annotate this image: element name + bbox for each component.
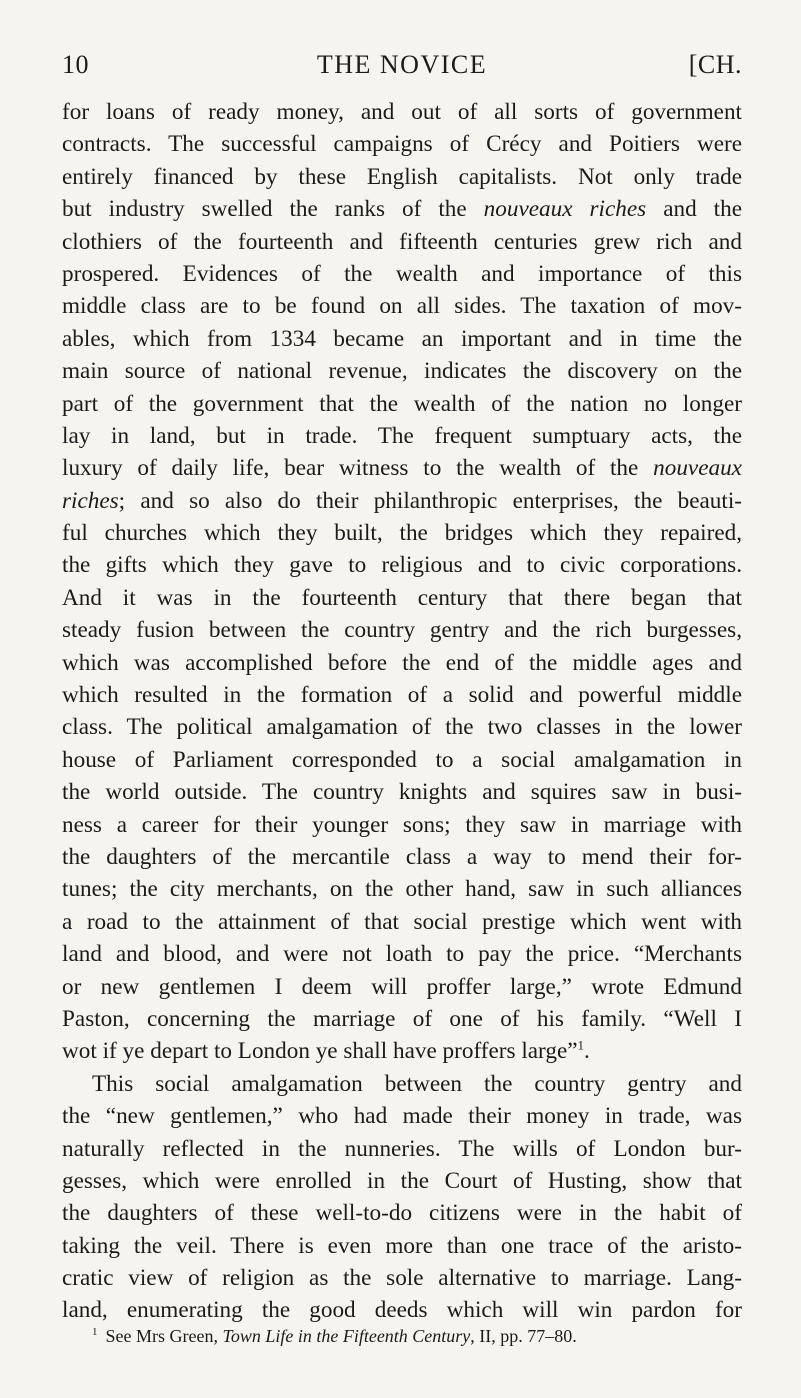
text-line (62, 711, 742, 743)
body-text (62, 96, 742, 1327)
text-line (62, 388, 742, 420)
text-line (62, 1197, 742, 1229)
text-line (62, 647, 742, 679)
text-line (62, 323, 742, 355)
text-run: tunes; the city merchants, on the other hand, saw in such alliances (62, 876, 742, 903)
text-line (62, 1262, 742, 1294)
text-run: taking the veil. There is even more than one trace of the aristo- (62, 1232, 742, 1259)
text-line (62, 96, 742, 128)
text-run: ness a career for their younger sons; they saw in marriage with (62, 811, 742, 838)
text-run: the daughters of the mercantile class a way to mend their for- (62, 843, 742, 870)
text-line (62, 776, 742, 808)
text-run: land, enumerating the good deeds which will win pardon for (62, 1297, 742, 1324)
text-line (62, 161, 742, 193)
text-run: wot if ye depart to London ye shall have proffers large” (62, 1038, 578, 1065)
text-run: a road to the attainment of that social prestige which went with (62, 908, 742, 935)
text-line (62, 1230, 742, 1262)
text-line (62, 1003, 742, 1035)
footnote-text-before: See Mrs Green, (105, 1326, 223, 1346)
text-run: part of the government that the wealth of the nation no longer (62, 390, 742, 417)
text-run: contracts. The successful campaigns of Crécy and Poitiers were (62, 131, 742, 158)
text-run: main source of national revenue, indicates the discovery on the (62, 358, 742, 385)
chapter-marker: [CH. (688, 50, 742, 79)
text-run: Paston, concerning the marriage of one of his family. “Well I (62, 1005, 742, 1032)
text-run: ful churches which they built, the bridges which they repaired, (62, 520, 742, 547)
running-title: THE NOVICE (316, 50, 488, 79)
text-line (62, 841, 742, 873)
italic-phrase: riches (62, 487, 119, 514)
italic-phrase: nouveaux (653, 455, 742, 482)
text-run: the world outside. The country knights and squires saw in busi- (62, 779, 742, 806)
text-line (62, 1100, 742, 1132)
footnote-cited-title: Town Life in the Fifteenth Century (222, 1326, 471, 1346)
page-number: 10 (62, 50, 89, 79)
text-line (62, 517, 742, 549)
text-line (62, 971, 742, 1003)
text-run: cratic view of religion as the sole alternative to marriage. Lang- (62, 1265, 742, 1292)
text-line (62, 1035, 742, 1067)
text-run: ; and so also do their philanthropic enterprises, the beauti- (118, 487, 742, 514)
text-line (62, 809, 742, 841)
text-line (62, 582, 742, 614)
text-line (62, 549, 742, 581)
text-run: . (584, 1038, 590, 1065)
text-line (62, 485, 742, 517)
text-line (62, 744, 742, 776)
text-line (62, 1165, 742, 1197)
text-run: or new gentlemen I deem will proffer large,” wrote Edmund (62, 973, 742, 1000)
text-line (62, 938, 742, 970)
text-run: This social amalgamation between the country gentry and (92, 1070, 742, 1097)
text-line (62, 355, 742, 387)
text-run: naturally reflected in the nunneries. The wills of London bur- (62, 1135, 742, 1162)
text-line (62, 452, 742, 484)
text-line (62, 1133, 742, 1165)
text-line (62, 1294, 742, 1326)
text-run: the daughters of these well-to-do citizens were in the habit of (62, 1200, 742, 1227)
text-line (62, 1068, 742, 1100)
text-line (62, 614, 742, 646)
text-run: ables, which from 1334 became an important and in time the (62, 325, 742, 352)
text-line (62, 679, 742, 711)
footnote (92, 1324, 752, 1348)
text-run: class. The political amalgamation of the two classes in the lower (62, 714, 742, 741)
text-run: lay in land, but in trade. The frequent sumptuary acts, the (62, 422, 742, 449)
running-header (62, 50, 742, 84)
text-run: for loans of ready money, and out of all sorts of government (62, 99, 742, 125)
text-run: the gifts which they gave to religious and to civic corporations. (62, 552, 742, 579)
text-run: which resulted in the formation of a solid and powerful middle (62, 682, 742, 709)
text-run: entirely financed by these English capitalists. Not only trade (62, 163, 742, 190)
footnote-text-after: , II, pp. 77–80. (470, 1326, 577, 1346)
text-run: gesses, which were enrolled in the Court of Husting, show that (62, 1167, 742, 1194)
text-run: land and blood, and were not loath to pay the price. “Merchants (62, 941, 742, 968)
text-run: clothiers of the fourteenth and fifteenth centuries grew rich and (62, 228, 742, 255)
text-run: prospered. Evidences of the wealth and importance of this (62, 260, 742, 287)
text-run: steady fusion between the country gentry and the rich burgesses, (62, 617, 742, 644)
footnote-reference: 1 (577, 1037, 585, 1053)
text-line (62, 906, 742, 938)
text-run: which was accomplished before the end of the middle ages and (62, 649, 742, 676)
text-run: but industry swelled the ranks of the (62, 196, 484, 223)
text-line (62, 128, 742, 160)
text-line (62, 290, 742, 322)
text-run: luxury of daily life, bear witness to the wealth of the (62, 455, 654, 482)
text-run: the “new gentlemen,” who had made their money in trade, was (62, 1103, 742, 1130)
italic-phrase: nouveaux riches (483, 196, 647, 223)
text-line (62, 258, 742, 290)
footnote-marker: 1 (92, 1326, 98, 1338)
text-run: middle class are to be found on all sides. The taxation of mov- (62, 293, 742, 320)
text-line (62, 873, 742, 905)
text-line (62, 420, 742, 452)
text-line (62, 193, 742, 225)
text-line (62, 226, 742, 258)
text-run: house of Parliament corresponded to a social amalgamation in (62, 746, 742, 773)
text-run: And it was in the fourteenth century that there began that (62, 584, 742, 611)
text-run: and the (646, 196, 742, 223)
